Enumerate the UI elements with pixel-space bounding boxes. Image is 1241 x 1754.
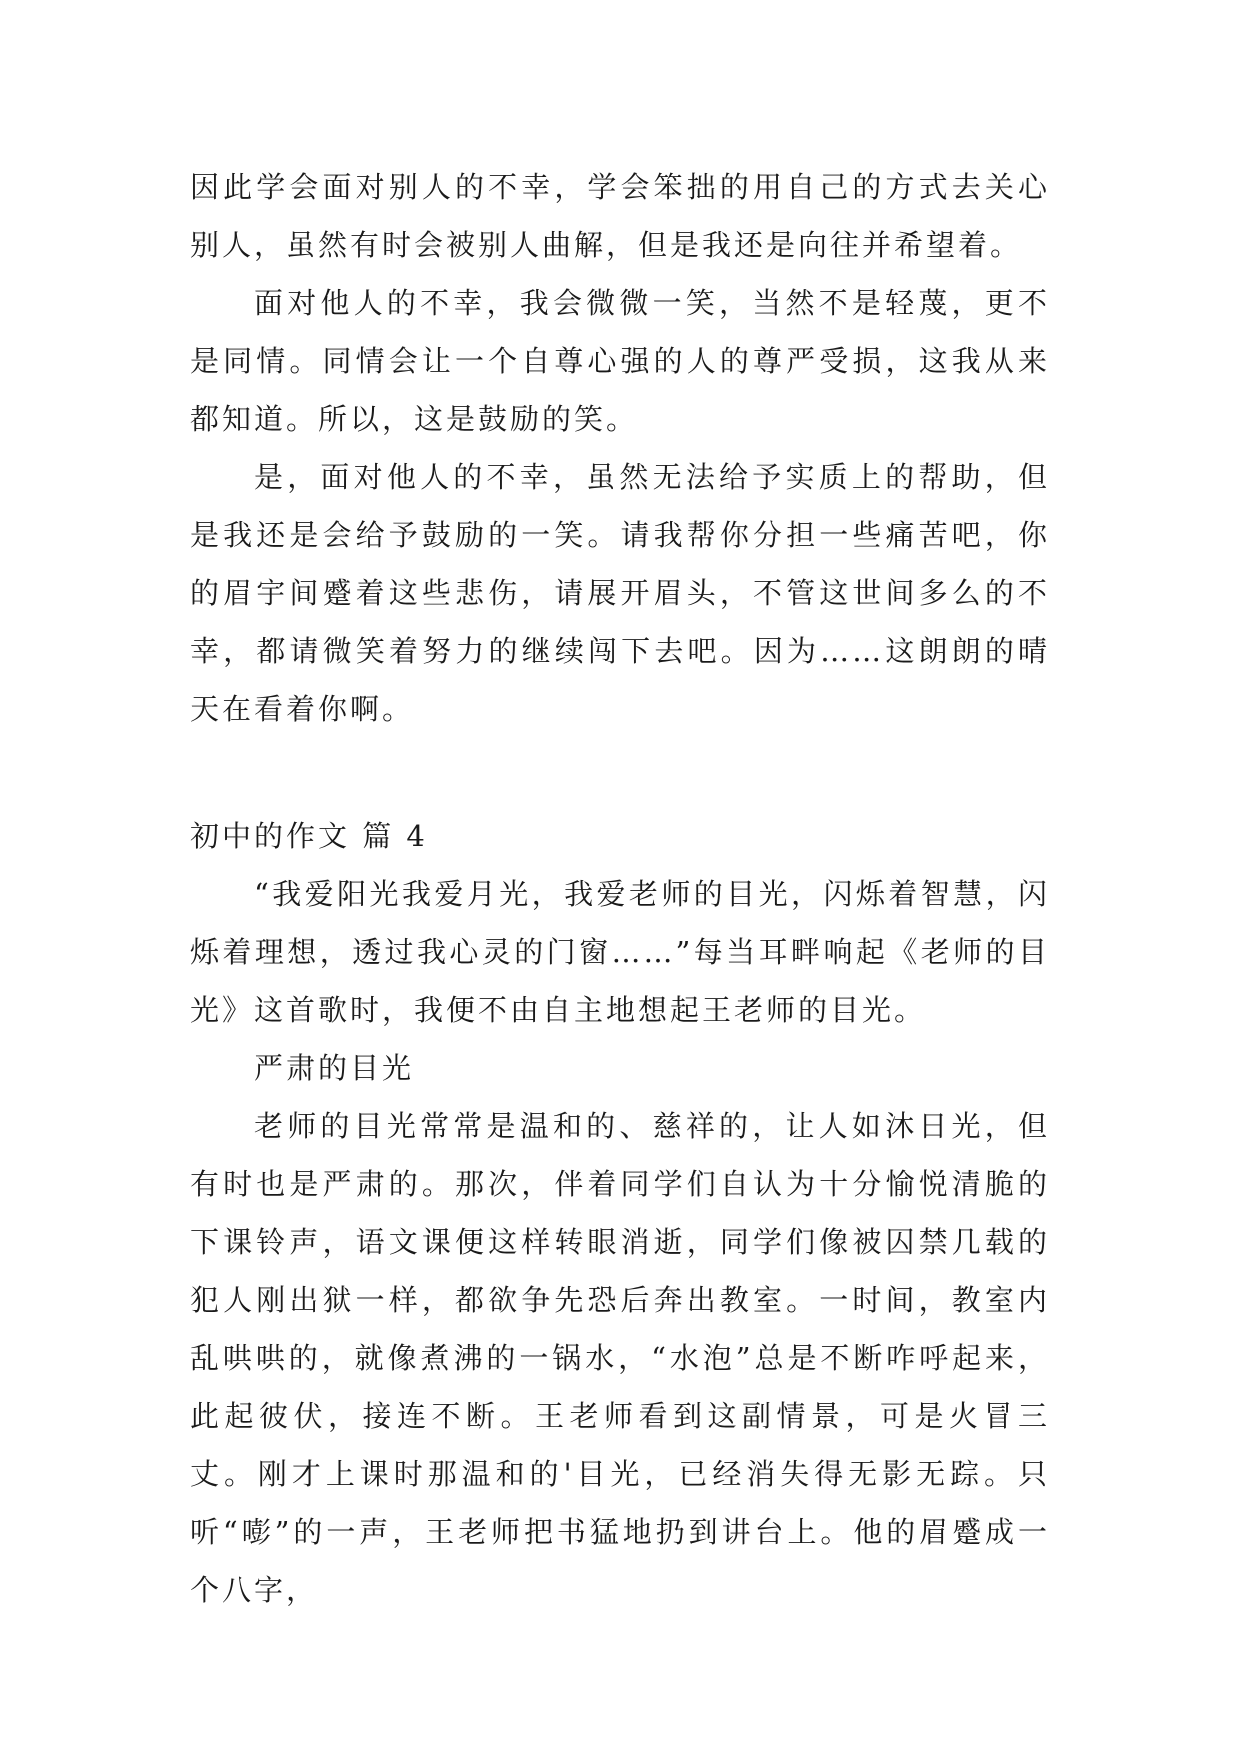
essay-section-4 — [190, 807, 1050, 1619]
section-heading: 初中的作文 篇 4 — [190, 819, 428, 853]
paragraph: 是，面对他人的不幸，虽然无法给予实质上的帮助，但是我还是会给予鼓励的一笑。请我帮你分担一些痛苦吧，你的眉宇间蹙着这些悲伤，请展开眉头，不管这世间多么的不幸，都请微笑着努力的继续闯下去吧。因为……这朗朗的晴天在看着你啊。 — [190, 460, 1050, 726]
paragraph: 面对他人的不幸，我会微微一笑，当然不是轻蔑，更不是同情。同情会让一个自尊心强的人的尊严受损，这我从来都知道。所以，这是鼓励的笑。 — [190, 286, 1050, 436]
paragraph: “我爱阳光我爱月光，我爱老师的目光，闪烁着智慧，闪烁着理想，透过我心灵的门窗……”每当耳畔响起《老师的目光》这首歌时，我便不由自主地想起王老师的目光。 — [190, 877, 1050, 1027]
subheading: 严肃的目光 — [254, 1051, 415, 1085]
paragraph: 因此学会面对别人的不幸，学会笨拙的用自己的方式去关心别人，虽然有时会被别人曲解，但是我还是向往并希望着。 — [190, 170, 1050, 262]
essay-continuation — [190, 158, 1050, 738]
paragraph: 老师的目光常常是温和的、慈祥的，让人如沐日光，但有时也是严肃的。那次，伴着同学们自认为十分愉悦清脆的下课铃声，语文课便这样转眼消逝，同学们像被囚禁几载的犯人刚出狱一样，都欲争先恐后奔出教室。一时间，教室内乱哄哄的，就像煮沸的一锅水，“水泡”总是不断咋呼起来，此起彼伏，接连不断。王老师看到这副情景，可是火冒三丈。刚才上课时那温和的'目光，已经消失得无影无踪。只听“嘭”的一声，王老师把书猛地扔到讲台上。他的眉蹙成一个八字， — [190, 1109, 1050, 1607]
